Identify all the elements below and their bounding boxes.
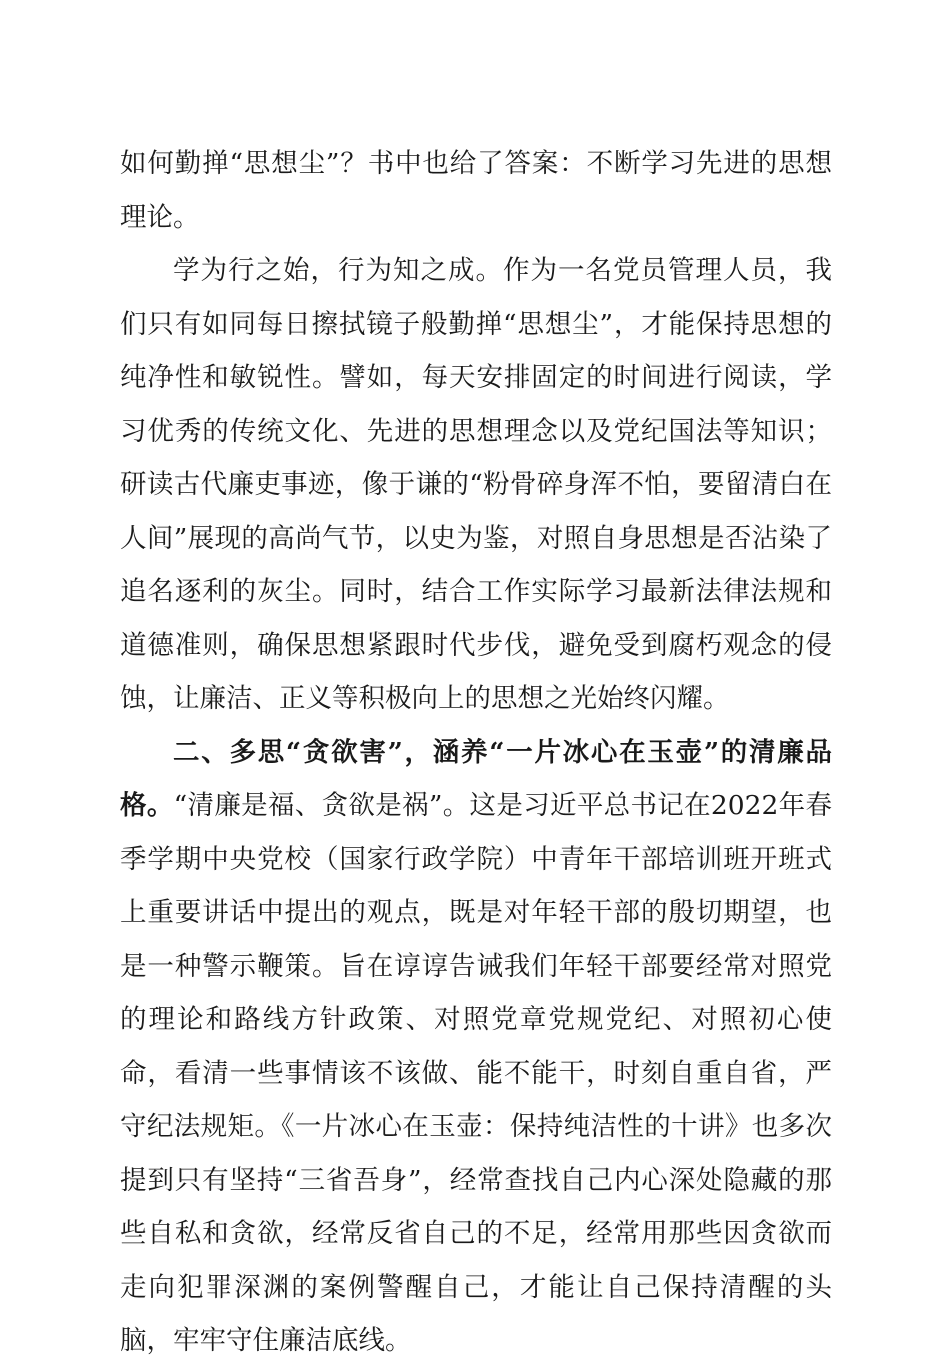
paragraph-study: 学为行之始，行为知之成。作为一名党员管理人员，我们只有如同每日擦拭镜子般勤掸“思想尘”，才能保持思想的纯净性和敏锐性。譬如，每天安排固定的时间进行阅读，学习优秀的传统文化、先进的思想理念以及党纪国法等知识；研读古代廉吏事迹，像于谦的“粉骨碎身浑不怕，要留清白在人间”展现的高尚气节，以史为鉴，对照自身思想是否沾染了追名逐利的灰尘。同时，结合工作实际学习最新法律法规和道德准则，确保思想紧跟时代步伐，避免受到腐朽观念的侵蚀，让廉洁、正义等积极向上的思想之光始终闪耀。: [120, 255, 832, 714]
paragraph-continuation: 如何勤掸“思想尘”？书中也给了答案：不断学习先进的思想理论。: [120, 148, 832, 233]
section-heading: 二、多思“贪欲害”，涵养“一片冰心在玉壶”的清廉品格。: [120, 736, 832, 821]
document-body: [120, 137, 832, 1368]
paragraph-section-two: [120, 726, 832, 1368]
section-body: “清廉是福、贪欲是祸”。这是习近平总书记在2022年春季学期中央党校（国家行政学院）中青年干部培训班开班式上重要讲话中提出的观点，既是对年轻干部的殷切期望，也是一种警示鞭策。旨在谆谆告诫我们年轻干部要经常对照党的理论和路线方针政策、对照党章党规党纪、对照初心使命，看清一些事情该不该做、能不能干，时刻自重自省，严守纪法规矩。《一片冰心在玉壶：保持纯洁性的十讲》也多次提到只有坚持“三省吾身”，经常查找自己内心深处隐藏的那些自私和贪欲，经常反省自己的不足，经常用那些因贪欲而走向犯罪深渊的案例警醒自己，才能让自己保持清醒的头脑，牢牢守住廉洁底线。: [120, 790, 832, 1356]
